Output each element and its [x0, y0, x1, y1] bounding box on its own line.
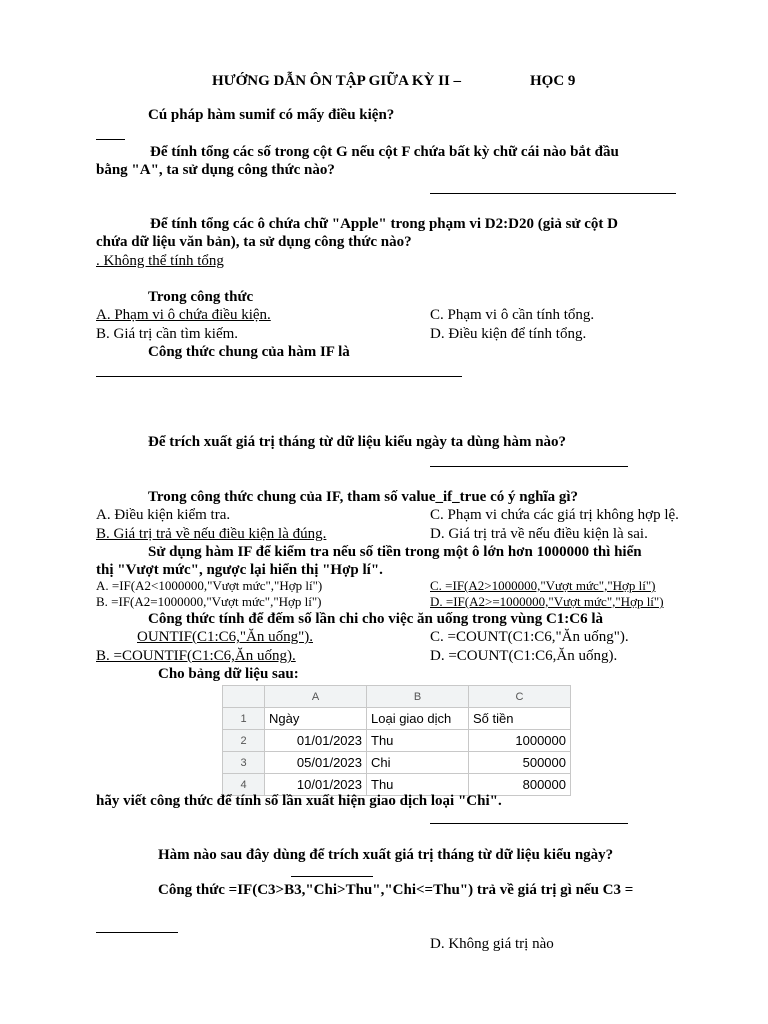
- option-d: D. =IF(A2>=1000000,"Vượt mức","Hợp lí"): [430, 594, 664, 609]
- answer-blank: [291, 876, 373, 877]
- option-a: A. =IF(A2<1000000,"Vượt mức","Hợp lí"): [96, 578, 323, 593]
- answer-blank: [96, 376, 462, 377]
- question-11: Hàm nào sau đây dùng để trích xuất giá trị tháng từ dữ liệu kiểu ngày?: [158, 847, 614, 863]
- table-row: [223, 730, 571, 752]
- cell: 500000: [469, 752, 571, 774]
- corner-cell: [223, 686, 265, 708]
- option-d: D. =COUNT(C1:C6,Ăn uống).: [430, 648, 618, 664]
- option-a: OUNTIF(C1:C6,"Ăn uống").: [137, 629, 313, 645]
- question-6: Để trích xuất giá trị tháng từ dữ liệu kiểu ngày ta dùng hàm nào?: [148, 434, 567, 450]
- question-5: Công thức chung của hàm IF là: [148, 344, 350, 360]
- question-3-answer: . Không thể tính tổng: [96, 253, 224, 269]
- doc-title: HƯỚNG DẪN ÔN TẬP GIỮA KỲ II –: [212, 73, 462, 89]
- option-c: C. Phạm vi chứa các giá trị không hợp lệ.: [430, 507, 679, 523]
- cell: 800000: [469, 774, 571, 796]
- option-a: A. Phạm vi ô chứa điều kiện.: [96, 307, 271, 323]
- option-a: A. Điều kiện kiểm tra.: [96, 507, 231, 523]
- option-b: B. =COUNTIF(C1:C6,Ăn uống).: [96, 648, 296, 664]
- cell: Thu: [367, 774, 469, 796]
- question-1: Cú pháp hàm sumif có mấy điều kiện?: [148, 107, 395, 123]
- option-d: D. Không giá trị nào: [430, 936, 554, 952]
- option-d: D. Điều kiện để tính tổng.: [430, 326, 587, 342]
- question-10-tail: hãy viết công thức để tính số lần xuất hiện giao dịch loại "Chi".: [96, 793, 502, 809]
- answer-blank: [96, 139, 125, 140]
- cell: 1000000: [469, 730, 571, 752]
- cell: Ngày: [265, 708, 367, 730]
- question-3-line-2: chứa dữ liệu văn bản), ta sử dụng công thức nào?: [96, 234, 412, 250]
- question-7: Trong công thức chung của IF, tham số value_if_true có ý nghĩa gì?: [148, 489, 579, 505]
- cell: 10/01/2023: [265, 774, 367, 796]
- row-number: 3: [223, 752, 265, 774]
- option-c: C. Phạm vi ô cần tính tổng.: [430, 307, 595, 323]
- answer-blank: [430, 466, 628, 467]
- question-2-line-2: bằng "A", ta sử dụng công thức nào?: [96, 162, 335, 178]
- answer-blank: [430, 823, 628, 824]
- question-4: Trong công thức: [148, 289, 254, 305]
- question-3-line-1: Để tính tổng các ô chứa chữ "Apple" trong phạm vi D2:D20 (giả sử cột D: [150, 216, 618, 232]
- cell: Số tiền: [469, 708, 571, 730]
- option-c: C. =IF(A2>1000000,"Vượt mức","Hợp lí"): [430, 578, 656, 593]
- question-12: Công thức =IF(C3>B3,"Chi>Thu","Chi<=Thu") trả về giá trị gì nếu C3 =: [158, 882, 634, 898]
- option-b: B. =IF(A2=1000000,"Vượt mức","Hợp lí"): [96, 594, 322, 609]
- row-number: 2: [223, 730, 265, 752]
- answer-blank: [430, 193, 676, 194]
- column-header: C: [469, 686, 571, 708]
- row-number: 1: [223, 708, 265, 730]
- column-header-row: [223, 686, 571, 708]
- option-c: C. =COUNT(C1:C6,"Ăn uống").: [430, 629, 629, 645]
- cell: Chi: [367, 752, 469, 774]
- question-8-line-1: Sử dụng hàm IF để kiểm tra nếu số tiền trong một ô lớn hơn 1000000 thì hiển: [148, 544, 642, 560]
- table-row: [223, 708, 571, 730]
- option-d: D. Giá trị trả về nếu điều kiện là sai.: [430, 526, 648, 542]
- row-number: 4: [223, 774, 265, 796]
- question-10: Cho bảng dữ liệu sau:: [158, 666, 299, 682]
- question-9: Công thức tính để đếm số lần chi cho việc ăn uống trong vùng C1:C6 là: [148, 611, 604, 627]
- cell: 05/01/2023: [265, 752, 367, 774]
- spreadsheet-table: [222, 685, 571, 796]
- cell: Loại giao dịch: [367, 708, 469, 730]
- option-b: B. Giá trị trả về nếu điều kiện là đúng.: [96, 526, 327, 542]
- doc-title-grade: HỌC 9: [530, 73, 576, 89]
- table-row: [223, 752, 571, 774]
- answer-blank: [96, 932, 178, 933]
- question-2-line-1: Để tính tổng các số trong cột G nếu cột F chứa bất kỳ chữ cái nào bắt đầu: [150, 144, 619, 160]
- column-header: B: [367, 686, 469, 708]
- cell: Thu: [367, 730, 469, 752]
- column-header: A: [265, 686, 367, 708]
- cell: 01/01/2023: [265, 730, 367, 752]
- option-b: B. Giá trị cần tìm kiếm.: [96, 326, 239, 342]
- question-8-line-2: thị "Vượt mức", ngược lại hiển thị "Hợp lí".: [96, 562, 383, 578]
